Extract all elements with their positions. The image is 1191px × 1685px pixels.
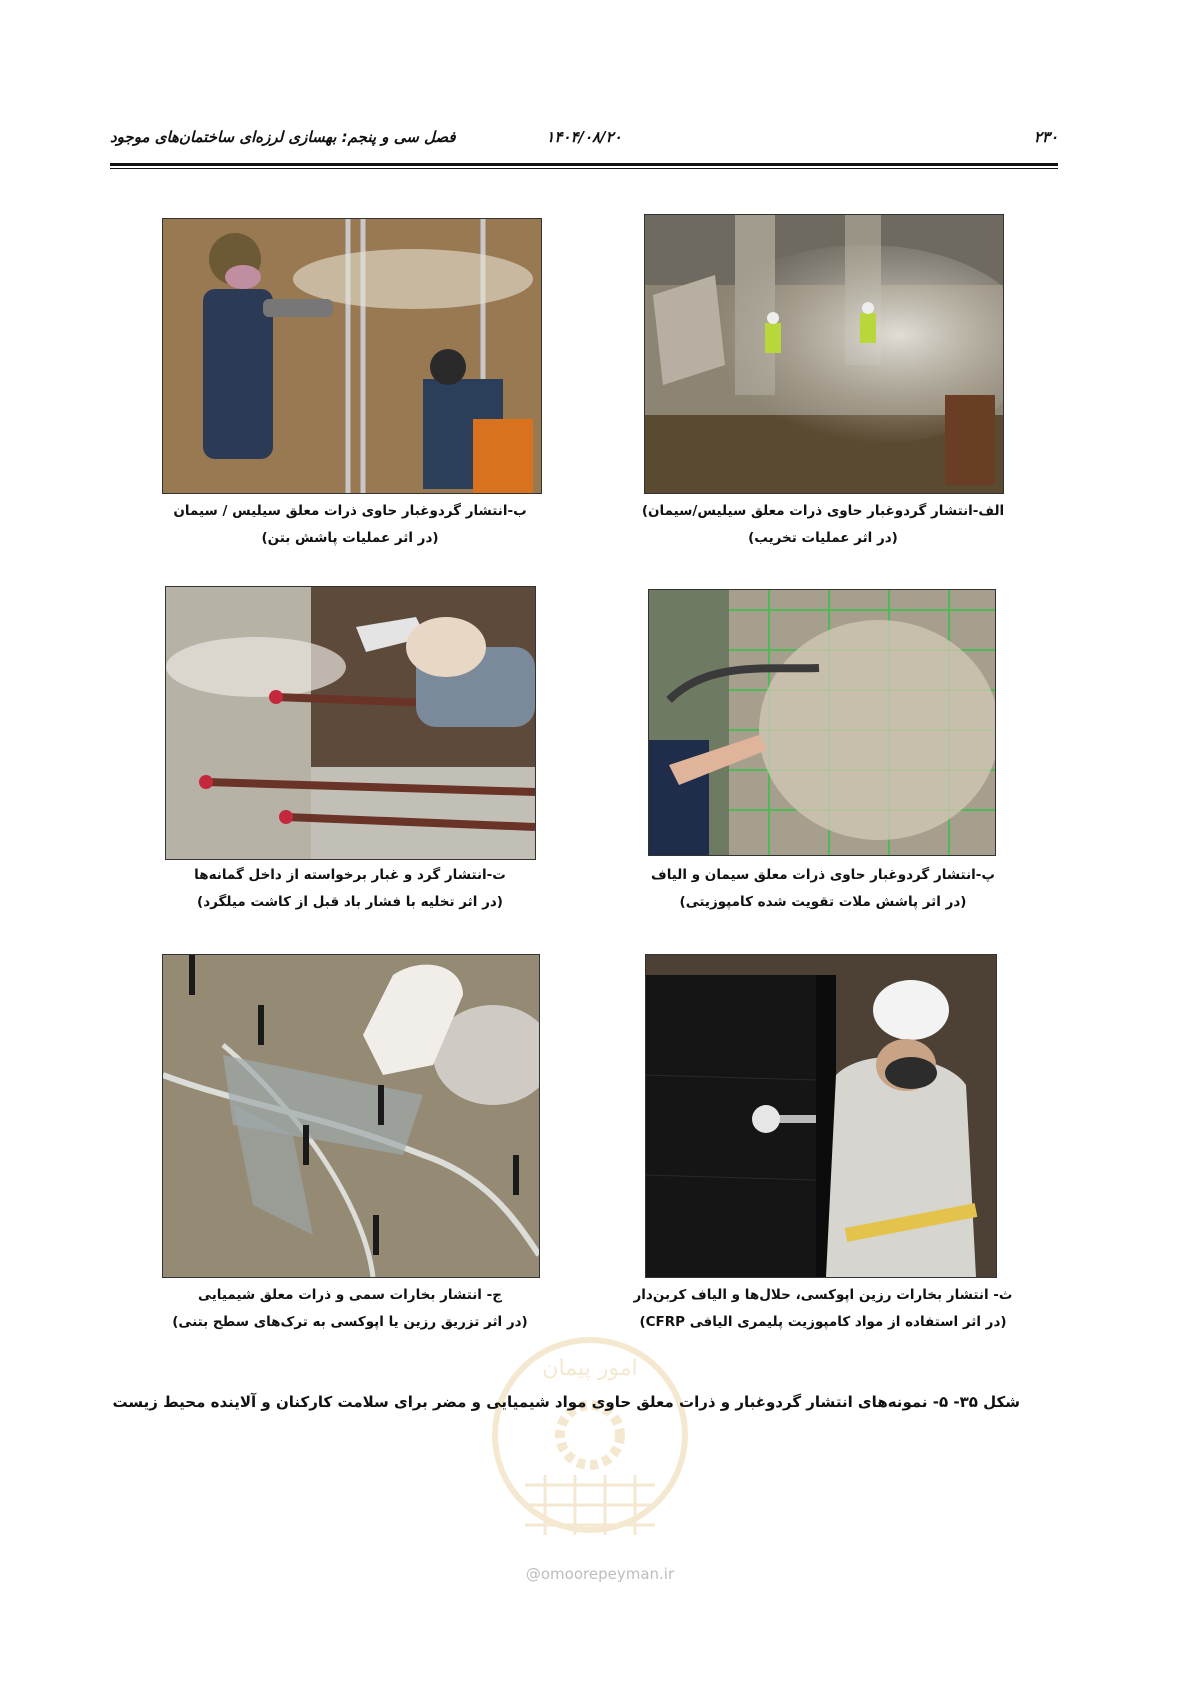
photo-demolition-dust: [644, 214, 1004, 494]
caption-line-2: (در اثر تزریق رزین یا اپوکسی به ترک‌های سطح بتنی): [172, 1314, 528, 1330]
caption-line-1: پ-انتشار گردوغبار حاوی ذرات معلق سیمان و الیاف: [651, 867, 995, 883]
caption-line-2: (در اثر استفاده از مواد کامپوزیت پلیمری الیافی CFRP): [639, 1314, 1007, 1330]
caption-line-1: ث- انتشار بخارات رزین اپوکسی، حلال‌ها و الیاف کربن‌دار: [633, 1287, 1013, 1303]
photo-cfrp-application: [645, 954, 997, 1278]
figure-caption: شکل ۳۵- ۵- نمونه‌های انتشار گردوغبار و ذرات معلق حاوی مواد شیمیایی و مضر برای سلامت کارکنان و آلاینده محیط زیست: [112, 1393, 1020, 1411]
caption-line-1: الف-انتشار گردوغبار حاوی ذرات معلق سیلیس/سیمان): [641, 503, 1005, 519]
chapter-title: فصل سی و پنجم: بهسازی لرزه‌ای ساختمان‌های موجود: [110, 128, 456, 146]
watermark-logo: [485, 1325, 695, 1565]
watermark-handle: @omoorepeyman.ir: [525, 1565, 675, 1583]
page-header: [110, 128, 1058, 154]
caption-line-1: ت-انتشار گرد و غبار برخواسته از داخل گمانه‌ها: [194, 867, 506, 883]
caption-line-1: ب-انتشار گردوغبار حاوی ذرات معلق سیلیس / سیمان: [173, 503, 527, 519]
caption-photo-t: [130, 862, 570, 916]
caption-line-2: (در اثر عملیات پاشش بتن): [261, 530, 439, 546]
caption-line-1: ج- انتشار بخارات سمی و ذرات معلق شیمیایی: [198, 1287, 502, 1303]
page-number: ۲۳۰: [1033, 128, 1058, 146]
caption-photo-a: [604, 498, 1042, 552]
caption-photo-p: [604, 862, 1042, 916]
photo-shotcrete-spraying: [162, 218, 542, 494]
header-date: ۱۴۰۴/۰۸/۲۰: [546, 128, 622, 146]
photo-epoxy-crack-injection: [162, 954, 540, 1278]
caption-line-2: (در اثر عملیات تخریب): [748, 530, 898, 546]
header-rule: [110, 163, 1058, 166]
caption-photo-b: [130, 498, 570, 552]
watermark-logo-text: امور پیمان: [542, 1356, 638, 1381]
caption-line-2: (در اثر پاشش ملات تقویت شده کامپوزیتی): [679, 894, 967, 910]
caption-line-2: (در اثر تخلیه با فشار باد قبل از کاشت میلگرد): [197, 894, 503, 910]
photo-borehole-air-cleaning: [165, 586, 536, 860]
header-rule-thin: [110, 168, 1058, 169]
photo-composite-mortar-spraying: [648, 589, 996, 856]
